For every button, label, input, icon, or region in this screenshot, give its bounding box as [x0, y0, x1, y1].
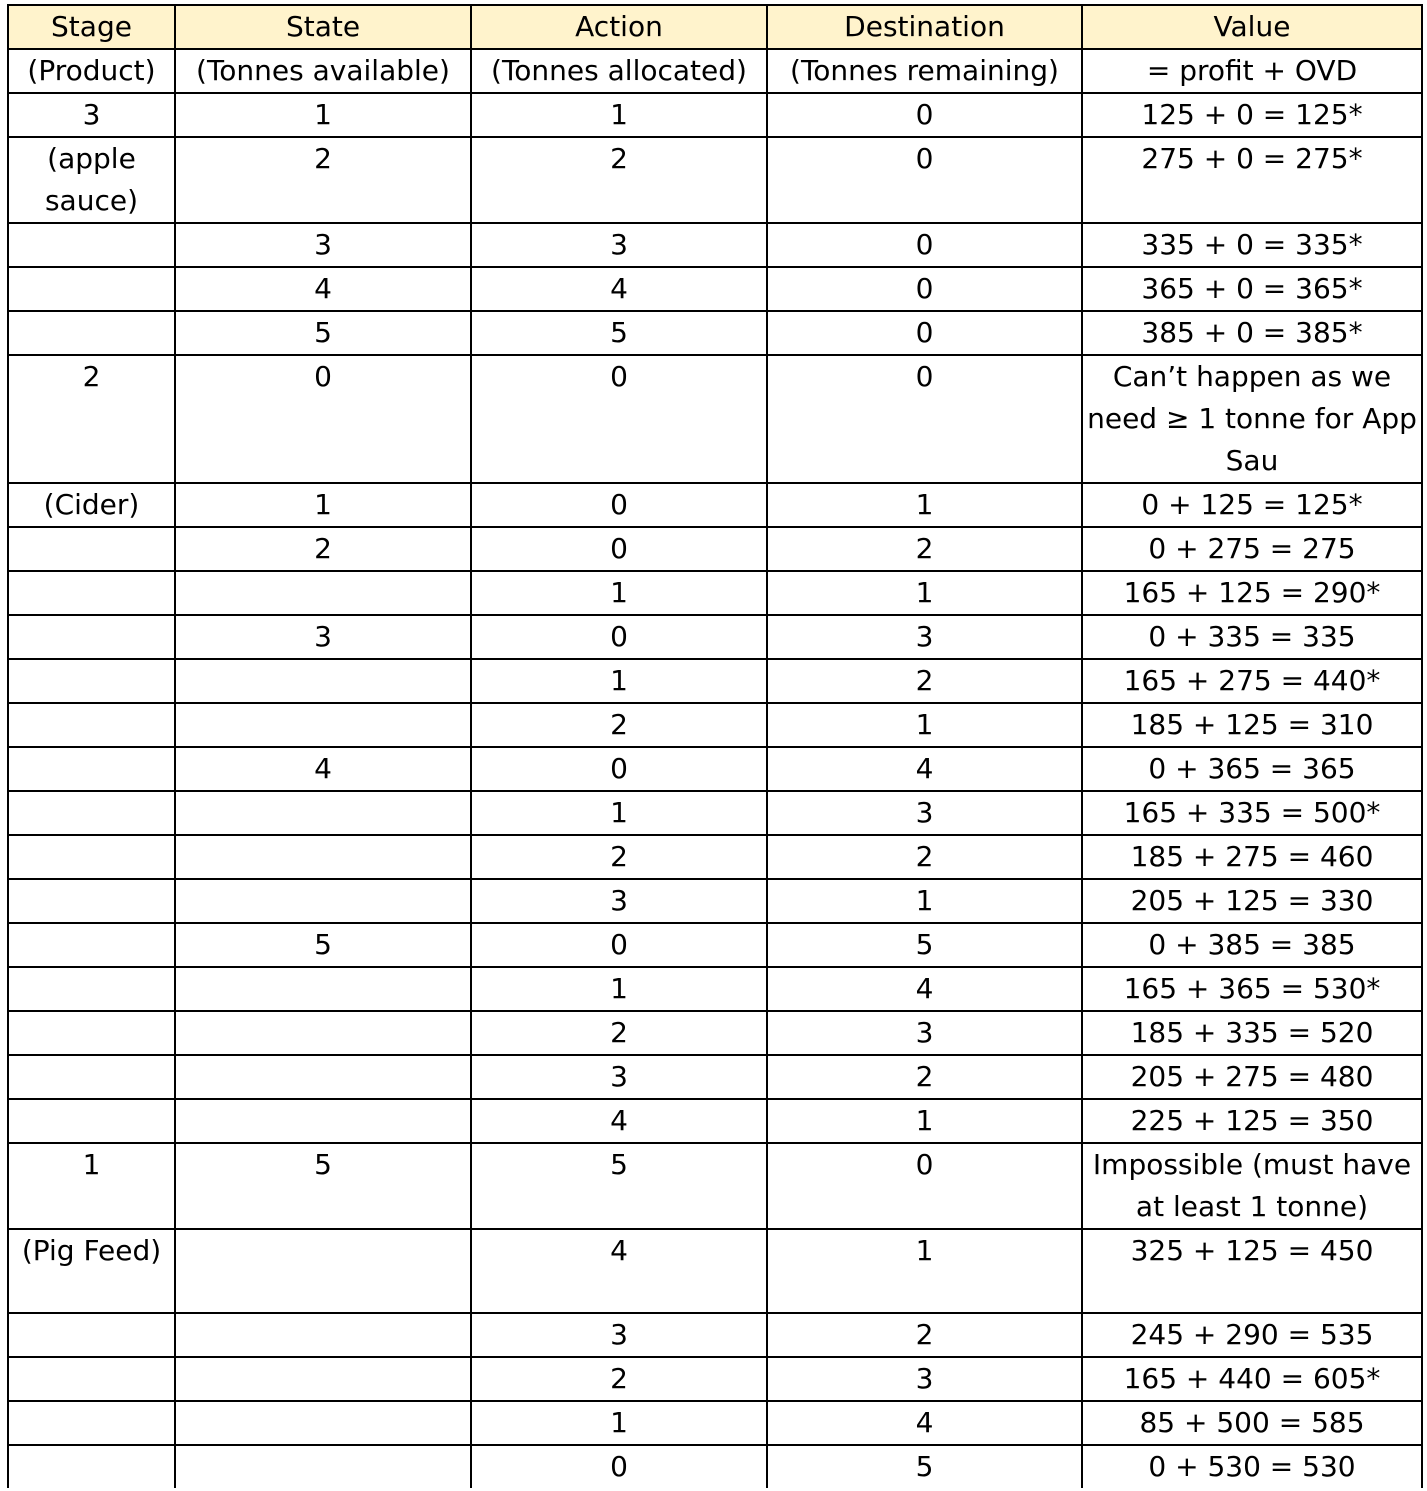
action-cell: 4: [471, 1099, 767, 1143]
action-cell: 1: [471, 1401, 767, 1445]
state-cell: [175, 1229, 471, 1313]
table-row: [8, 571, 1422, 615]
action-cell: 2: [471, 137, 767, 223]
destination-cell: 2: [767, 659, 1082, 703]
table-row: [8, 1011, 1422, 1055]
table-row: [8, 93, 1422, 137]
value-cell: 165 + 125 = 290*: [1082, 571, 1422, 615]
stage-cell: [8, 311, 175, 355]
header-value: Value: [1082, 5, 1422, 49]
stage-cell: [8, 1011, 175, 1055]
action-cell: 2: [471, 1357, 767, 1401]
table-row: [8, 703, 1422, 747]
stage-cell: [8, 615, 175, 659]
value-cell: 185 + 125 = 310: [1082, 703, 1422, 747]
destination-cell: 1: [767, 703, 1082, 747]
table-row: [8, 1143, 1422, 1229]
destination-cell: 1: [767, 1099, 1082, 1143]
header-destination: Destination: [767, 5, 1082, 49]
state-cell: [175, 1401, 471, 1445]
action-cell: 0: [471, 483, 767, 527]
destination-cell: 0: [767, 93, 1082, 137]
table-row: [8, 1313, 1422, 1357]
destination-cell: 4: [767, 967, 1082, 1011]
table-row: [8, 483, 1422, 527]
state-cell: [175, 1313, 471, 1357]
action-cell: 3: [471, 1055, 767, 1099]
action-cell: 1: [471, 967, 767, 1011]
state-cell: [175, 1357, 471, 1401]
action-cell: 5: [471, 1143, 767, 1229]
action-cell: 0: [471, 527, 767, 571]
value-cell: 165 + 275 = 440*: [1082, 659, 1422, 703]
value-cell: Can’t happen as we need ≥ 1 tonne for App Sau: [1082, 355, 1422, 483]
stage-cell: [8, 267, 175, 311]
table-row: [8, 879, 1422, 923]
header-row-titles: [8, 5, 1422, 49]
value-cell: 0 + 275 = 275: [1082, 527, 1422, 571]
value-cell: 275 + 0 = 275*: [1082, 137, 1422, 223]
stage-cell: 3: [8, 93, 175, 137]
destination-cell: 2: [767, 1313, 1082, 1357]
state-cell: 4: [175, 747, 471, 791]
stage-cell: [8, 1357, 175, 1401]
state-cell: 3: [175, 615, 471, 659]
value-cell: 165 + 440 = 605*: [1082, 1357, 1422, 1401]
state-cell: [175, 835, 471, 879]
stage-cell: (Cider): [8, 483, 175, 527]
state-cell: [175, 1055, 471, 1099]
value-cell: 185 + 335 = 520: [1082, 1011, 1422, 1055]
stage-cell: [8, 659, 175, 703]
stage-cell: [8, 791, 175, 835]
table-row: [8, 967, 1422, 1011]
destination-cell: 1: [767, 483, 1082, 527]
destination-cell: 2: [767, 835, 1082, 879]
value-cell: 225 + 125 = 350: [1082, 1099, 1422, 1143]
stage-cell: [8, 1445, 175, 1488]
table-row: [8, 527, 1422, 571]
table-row: [8, 659, 1422, 703]
destination-cell: 5: [767, 1445, 1082, 1488]
state-cell: [175, 791, 471, 835]
state-cell: 1: [175, 483, 471, 527]
destination-cell: 3: [767, 615, 1082, 659]
destination-cell: 3: [767, 791, 1082, 835]
stage-cell: [8, 1099, 175, 1143]
stage-cell: [8, 923, 175, 967]
value-cell: 165 + 365 = 530*: [1082, 967, 1422, 1011]
value-cell: 365 + 0 = 365*: [1082, 267, 1422, 311]
table-row: [8, 835, 1422, 879]
state-cell: 5: [175, 311, 471, 355]
stage-cell: (apple sauce): [8, 137, 175, 223]
state-cell: 2: [175, 137, 471, 223]
stage-cell: [8, 1055, 175, 1099]
value-cell: 0 + 125 = 125*: [1082, 483, 1422, 527]
header-action: Action: [471, 5, 767, 49]
value-cell: 245 + 290 = 535: [1082, 1313, 1422, 1357]
table-row: [8, 355, 1422, 483]
state-cell: 4: [175, 267, 471, 311]
destination-cell: 5: [767, 923, 1082, 967]
stage-cell: [8, 835, 175, 879]
action-cell: 0: [471, 615, 767, 659]
value-cell: 0 + 530 = 530: [1082, 1445, 1422, 1488]
table-row: [8, 311, 1422, 355]
action-cell: 2: [471, 703, 767, 747]
value-cell: 205 + 275 = 480: [1082, 1055, 1422, 1099]
state-cell: 2: [175, 527, 471, 571]
value-cell: Impossible (must have at least 1 tonne): [1082, 1143, 1422, 1229]
state-cell: [175, 1011, 471, 1055]
destination-cell: 3: [767, 1011, 1082, 1055]
stage-cell: [8, 223, 175, 267]
stage-cell: (Pig Feed): [8, 1229, 175, 1313]
action-cell: 2: [471, 835, 767, 879]
action-cell: 1: [471, 659, 767, 703]
stage-cell: [8, 879, 175, 923]
table-row: [8, 1401, 1422, 1445]
state-cell: [175, 659, 471, 703]
table-row: [8, 791, 1422, 835]
value-cell: 385 + 0 = 385*: [1082, 311, 1422, 355]
subheader-tonnes-allocated: (Tonnes allocated): [471, 49, 767, 93]
table-row: [8, 223, 1422, 267]
stage-cell: [8, 703, 175, 747]
value-cell: 165 + 335 = 500*: [1082, 791, 1422, 835]
action-cell: 4: [471, 267, 767, 311]
value-cell: 205 + 125 = 330: [1082, 879, 1422, 923]
value-cell: 0 + 335 = 335: [1082, 615, 1422, 659]
subheader-tonnes-available: (Tonnes available): [175, 49, 471, 93]
table-row: [8, 1357, 1422, 1401]
action-cell: 0: [471, 923, 767, 967]
table-row: [8, 923, 1422, 967]
destination-cell: 0: [767, 223, 1082, 267]
value-cell: 325 + 125 = 450: [1082, 1229, 1422, 1313]
action-cell: 3: [471, 1313, 767, 1357]
value-cell: 185 + 275 = 460: [1082, 835, 1422, 879]
stage-cell: [8, 1401, 175, 1445]
value-cell: 0 + 385 = 385: [1082, 923, 1422, 967]
value-cell: 125 + 0 = 125*: [1082, 93, 1422, 137]
stage-cell: [8, 1313, 175, 1357]
table-row: [8, 1229, 1422, 1313]
destination-cell: 1: [767, 1229, 1082, 1313]
destination-cell: 3: [767, 1357, 1082, 1401]
table-row: [8, 615, 1422, 659]
table-row: [8, 1445, 1422, 1488]
state-cell: 5: [175, 1143, 471, 1229]
action-cell: 1: [471, 571, 767, 615]
destination-cell: 4: [767, 1401, 1082, 1445]
action-cell: 3: [471, 879, 767, 923]
table-row: [8, 747, 1422, 791]
table-row: [8, 1099, 1422, 1143]
header-state: State: [175, 5, 471, 49]
value-cell: 0 + 365 = 365: [1082, 747, 1422, 791]
action-cell: 3: [471, 223, 767, 267]
stage-cell: [8, 527, 175, 571]
destination-cell: 1: [767, 571, 1082, 615]
stage-cell: [8, 967, 175, 1011]
action-cell: 0: [471, 1445, 767, 1488]
state-cell: 5: [175, 923, 471, 967]
value-cell: 335 + 0 = 335*: [1082, 223, 1422, 267]
subheader-tonnes-remaining: (Tonnes remaining): [767, 49, 1082, 93]
state-cell: [175, 1099, 471, 1143]
state-cell: [175, 703, 471, 747]
action-cell: 5: [471, 311, 767, 355]
destination-cell: 0: [767, 311, 1082, 355]
action-cell: 2: [471, 1011, 767, 1055]
action-cell: 1: [471, 791, 767, 835]
action-cell: 0: [471, 355, 767, 483]
table-body: [8, 5, 1422, 1488]
state-cell: [175, 571, 471, 615]
action-cell: 1: [471, 93, 767, 137]
subheader-product: (Product): [8, 49, 175, 93]
action-cell: 0: [471, 747, 767, 791]
state-cell: [175, 879, 471, 923]
destination-cell: 1: [767, 879, 1082, 923]
destination-cell: 0: [767, 267, 1082, 311]
table-row: [8, 1055, 1422, 1099]
stage-cell: 1: [8, 1143, 175, 1229]
destination-cell: 4: [767, 747, 1082, 791]
destination-cell: 2: [767, 1055, 1082, 1099]
value-cell: 85 + 500 = 585: [1082, 1401, 1422, 1445]
table-row: [8, 137, 1422, 223]
stage-cell: [8, 571, 175, 615]
state-cell: [175, 967, 471, 1011]
state-cell: [175, 1445, 471, 1488]
state-cell: 0: [175, 355, 471, 483]
header-row-subtitles: [8, 49, 1422, 93]
dynamic-programming-table: [7, 4, 1423, 1488]
action-cell: 4: [471, 1229, 767, 1313]
stage-cell: [8, 747, 175, 791]
subheader-value-formula: = profit + OVD: [1082, 49, 1422, 93]
destination-cell: 0: [767, 1143, 1082, 1229]
destination-cell: 0: [767, 137, 1082, 223]
destination-cell: 2: [767, 527, 1082, 571]
destination-cell: 0: [767, 355, 1082, 483]
stage-cell: 2: [8, 355, 175, 483]
state-cell: 1: [175, 93, 471, 137]
table-row: [8, 267, 1422, 311]
header-stage: Stage: [8, 5, 175, 49]
state-cell: 3: [175, 223, 471, 267]
